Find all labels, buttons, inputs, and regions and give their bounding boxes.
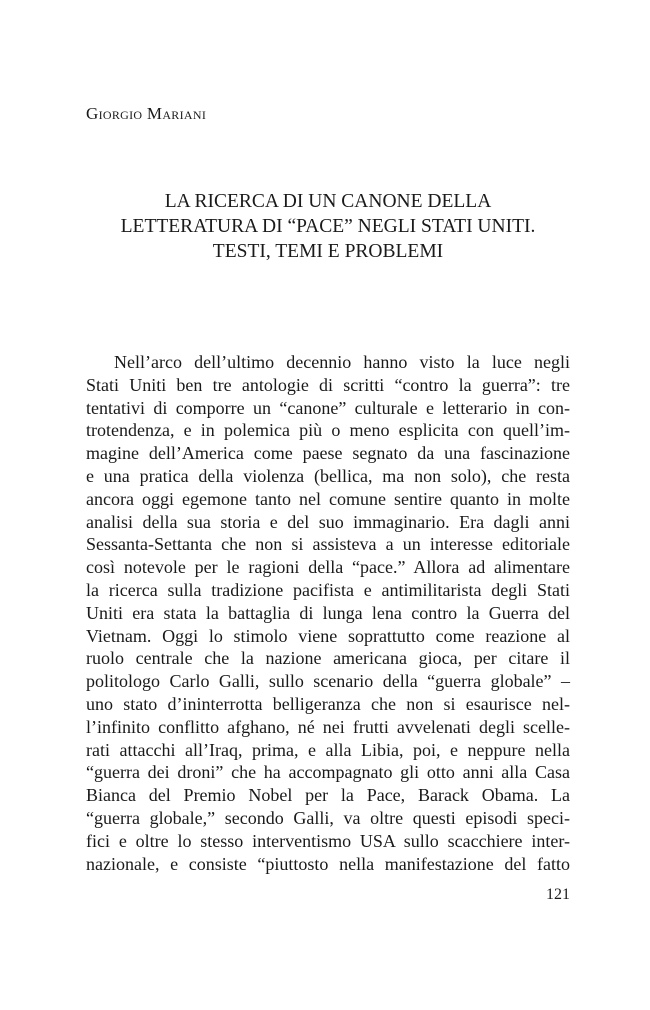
text-line: fici e oltre lo stesso interventismo USA sullo scacchiere inter-	[86, 830, 570, 851]
text-line: ruolo centrale che la nazione americana gioca, per citare il	[86, 648, 570, 669]
text-line: la ricerca sulla tradizione pacifista e antimilitarista degli Stati	[86, 579, 570, 600]
text-line: nazionale, e consiste “piuttosto nella manifestazione del fatto	[86, 853, 570, 874]
text-line: Sessanta-Settanta che non si assisteva a un interesse editoriale	[86, 534, 570, 555]
chapter-title-line: LETTERATURA DI “PACE” NEGLI STATI UNITI.	[120, 216, 536, 237]
body-paragraph	[86, 351, 570, 875]
text-line: politologo Carlo Galli, sullo scenario della “guerra globale” –	[86, 671, 570, 692]
text-line: Stati Uniti ben tre antologie di scritti “contro la guerra”: tre	[86, 374, 570, 395]
text-line: Bianca del Premio Nobel per la Pace, Barack Obama. La	[86, 785, 570, 806]
text-line: ancora oggi egemone tanto nel comune sentire quanto in molte	[86, 488, 570, 509]
text-line: Vietnam. Oggi lo stimolo viene soprattutto come reazione al	[86, 625, 570, 646]
text-line: Nell’arco dell’ultimo decennio hanno visto la luce negli	[114, 352, 570, 372]
chapter-title-line: TESTI, TEMI E PROBLEMI	[212, 241, 444, 262]
text-line: trotendenza, e in polemica più o meno esplicita con quell’im-	[86, 420, 570, 441]
text-line: “guerra globale,” secondo Galli, va oltre questi episodi speci-	[86, 807, 570, 828]
text-line: l’infinito conflitto afghano, né nei frutti avvelenati degli scelle-	[86, 716, 570, 737]
text-line: e una pratica della violenza (bellica, ma non solo), che resta	[86, 465, 570, 486]
page-number: 121	[546, 886, 570, 903]
author-name: Giorgio Mariani	[86, 104, 207, 123]
text-line: tentativi di comporre un “canone” culturale e letterario in con-	[86, 397, 570, 418]
text-line: magine dell’America come paese segnato da una fascinazione	[86, 443, 570, 464]
text-line: analisi della sua storia e del suo immaginario. Era dagli anni	[86, 511, 570, 532]
text-line: uno stato d’ininterrotta belligeranza che non si esaurisce nel-	[86, 693, 570, 714]
text-line: rati attacchi all’Iraq, prima, e alla Libia, poi, e neppure nella	[86, 739, 570, 760]
text-line: così notevole per le ragioni della “pace.” Allora ad alimentare	[86, 557, 570, 578]
chapter-title	[86, 189, 570, 264]
text-line: “guerra dei droni” che ha accompagnato gli otto anni alla Casa	[86, 762, 570, 783]
text-line: Uniti era stata la battaglia di lunga lena contro la Guerra del	[86, 602, 570, 623]
chapter-title-line: LA RICERCA DI UN CANONE DELLA	[164, 191, 492, 212]
